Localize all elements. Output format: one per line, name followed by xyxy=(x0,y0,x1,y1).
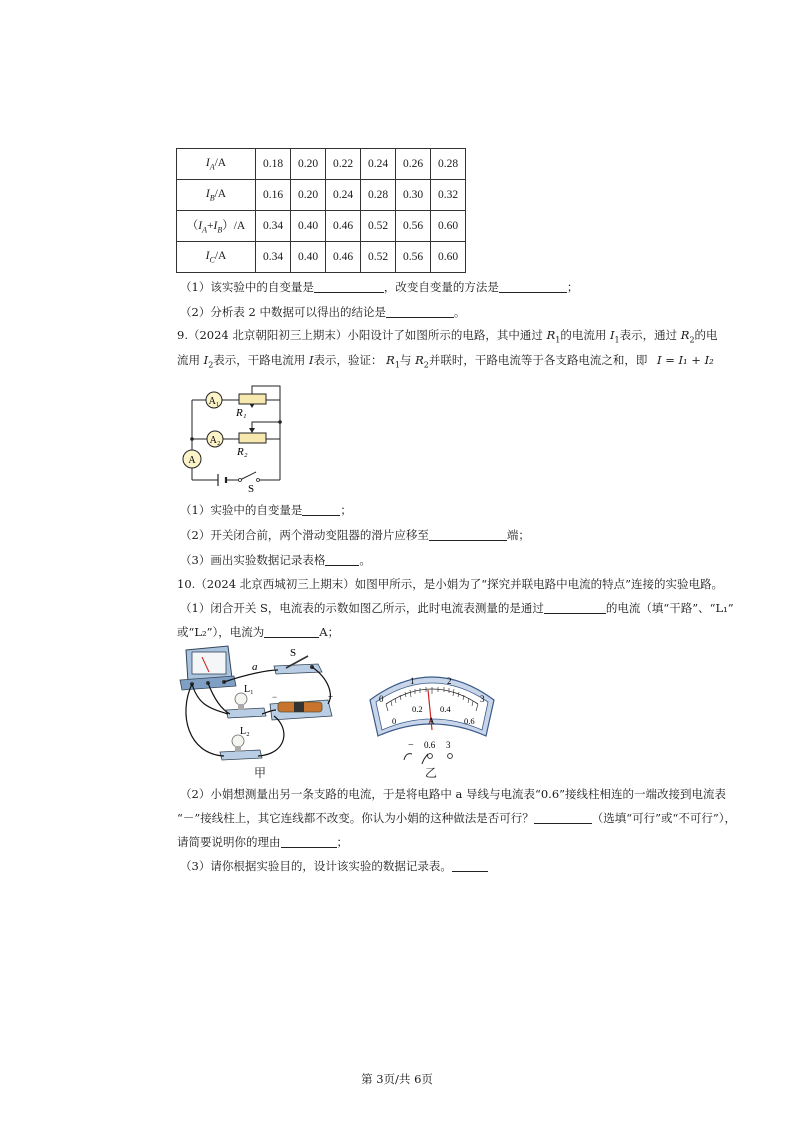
q8-part2: （2）分析表 2 中数据可以得出的结论是 。 xyxy=(180,305,466,319)
q10-part1-line2: 或“L₂”），电流为 A； xyxy=(177,625,340,639)
table-cell: 0.52 xyxy=(361,211,396,242)
resistor-r2 xyxy=(239,433,266,443)
answer-blank[interactable] xyxy=(544,601,606,614)
q9-stem-line2: 流用 $I_2$表示，干路电流用 I表示，验证： $R_1$与 $R_2$并联时，干路电流等于各支路电流之和，即 I = I₁ + I₂ xyxy=(177,353,714,370)
resistor-r1 xyxy=(239,394,266,404)
bulb-l1-label: L₁ xyxy=(244,684,254,695)
table-cell: 0.56 xyxy=(396,211,431,242)
row-header: $I_B/A$ xyxy=(177,180,256,211)
top-tick-label: 1 xyxy=(410,676,415,686)
switch-label: S xyxy=(248,483,255,495)
table-row xyxy=(177,242,466,273)
table-cell: 0.40 xyxy=(291,242,326,273)
figure-yi-ammeter-dial xyxy=(364,662,500,780)
bottom-tick-label: 0.2 xyxy=(412,704,423,714)
answer-blank[interactable] xyxy=(302,503,340,516)
terminal-label: − xyxy=(408,740,414,751)
q8-part1: （1）该实验中的自变量是 ，改变自变量的方法是 ； xyxy=(180,280,579,294)
table-cell: 0.22 xyxy=(326,149,361,180)
q10-part2-line3: 请简要说明你的理由 ； xyxy=(177,835,348,849)
q10-part2-line1: （2）小娟想测量出另一条支路的电流，于是将电路中 a 导线与电流表“0.6”接线柱相连的一端改接到电流表 xyxy=(180,787,727,801)
ammeter-a1-label: A₁ xyxy=(208,396,220,407)
table-cell: 0.20 xyxy=(291,180,326,211)
q9-stem-line1: 9.（2024 北京朝阳初三上期末）小阳设计了如图所示的电路，其中通过 $R_1$的电流用 $I_1$表示，通过 $R_2$的电 xyxy=(177,328,718,345)
table-cell: 0.46 xyxy=(326,211,361,242)
table-cell: 0.56 xyxy=(396,242,431,273)
unit-label: A xyxy=(428,716,435,726)
answer-blank[interactable] xyxy=(429,528,507,541)
table-cell: 0.28 xyxy=(431,149,466,180)
terminal-label: 0.6 xyxy=(424,740,436,750)
q9-part2: （2）开关闭合前，两个滑动变阻器的滑片应移至 端； xyxy=(180,528,530,542)
terminal-label: 3 xyxy=(446,740,451,750)
q10-part3: （3）请你根据实验目的，设计该实验的数据记录表。 xyxy=(180,858,488,874)
answer-blank[interactable] xyxy=(314,280,384,293)
q9-part3: （3）画出实验数据记录表格 。 xyxy=(180,553,371,567)
table-cell: 0.40 xyxy=(291,211,326,242)
q10-part1-line1: （1）闭合开关 S，电流表的示数如图乙所示，此时电流表测量的是通过 的电流（填“干路”、“L₁” xyxy=(180,601,734,615)
answer-blank[interactable] xyxy=(499,280,567,293)
bottom-tick-label: 0.6 xyxy=(464,716,475,726)
formula: I = I₁ + I₂ xyxy=(657,353,714,367)
q10-stem: 10.（2024 北京西城初三上期末）如图甲所示，是小娟为了“探究并联电路中电流的特点”连接的实验电路。 xyxy=(177,577,723,591)
q10-part2-line2: “－”接线柱上，其它连线都不改变。你认为小娟的这种做法是否可行？ （选填“可行”或“不可行”）， xyxy=(177,811,737,825)
table-cell: 0.60 xyxy=(431,211,466,242)
top-tick-label: 0 xyxy=(379,694,384,704)
switch-s-label: S xyxy=(290,647,297,659)
row-header: $(I_A+I_B)/A$ xyxy=(177,211,256,242)
table-cell: 0.18 xyxy=(256,149,291,180)
table-row xyxy=(177,180,466,211)
answer-blank[interactable] xyxy=(281,835,337,848)
table-cell: 0.32 xyxy=(431,180,466,211)
table-cell: 0.46 xyxy=(326,242,361,273)
table-cell: 0.52 xyxy=(361,242,396,273)
answer-blank[interactable] xyxy=(325,553,359,566)
table-cell: 0.16 xyxy=(256,180,291,211)
battery-minus-label: − xyxy=(272,692,278,702)
q9-part1: （1）实验中的自变量是 ； xyxy=(180,503,352,517)
table-cell: 0.24 xyxy=(361,149,396,180)
top-tick-label: 3 xyxy=(480,694,485,704)
table-cell: 0.28 xyxy=(361,180,396,211)
answer-blank[interactable] xyxy=(264,625,319,638)
table-cell: 0.34 xyxy=(256,242,291,273)
table-row xyxy=(177,211,466,242)
answer-blank[interactable] xyxy=(386,305,454,318)
bulb-l2-label: L₂ xyxy=(240,726,250,737)
table-cell: 0.20 xyxy=(291,149,326,180)
r2-label: R₂ xyxy=(237,446,248,458)
page-footer: 第 3页/共 6页 xyxy=(361,1072,433,1086)
row-header: $I_A/A$ xyxy=(177,149,256,180)
table-cell: 0.34 xyxy=(256,211,291,242)
r1-label: R₁ xyxy=(236,407,247,419)
figure-jia-caption: 甲 xyxy=(254,766,267,780)
table-cell: 0.26 xyxy=(396,149,431,180)
row-header: $I_C/A$ xyxy=(177,242,256,273)
answer-blank[interactable] xyxy=(534,811,592,824)
bottom-tick-label: 0 xyxy=(392,716,397,726)
table-cell: 0.60 xyxy=(431,242,466,273)
top-tick-label: 2 xyxy=(447,676,452,686)
bottom-tick-label: 0.4 xyxy=(440,704,451,714)
ammeter-a2-label: A₂ xyxy=(209,435,221,446)
wire-a-label: a xyxy=(252,661,258,673)
table-row xyxy=(177,149,466,180)
q9-circuit-diagram xyxy=(180,380,290,495)
data-table xyxy=(176,148,466,273)
figure-yi-caption: 乙 xyxy=(425,766,438,780)
ammeter-a-label: A xyxy=(188,455,196,466)
battery-plus-label: + xyxy=(328,692,334,702)
figure-jia-circuit xyxy=(178,644,338,779)
table-cell: 0.30 xyxy=(396,180,431,211)
table-cell: 0.24 xyxy=(326,180,361,211)
answer-blank[interactable] xyxy=(452,859,488,872)
